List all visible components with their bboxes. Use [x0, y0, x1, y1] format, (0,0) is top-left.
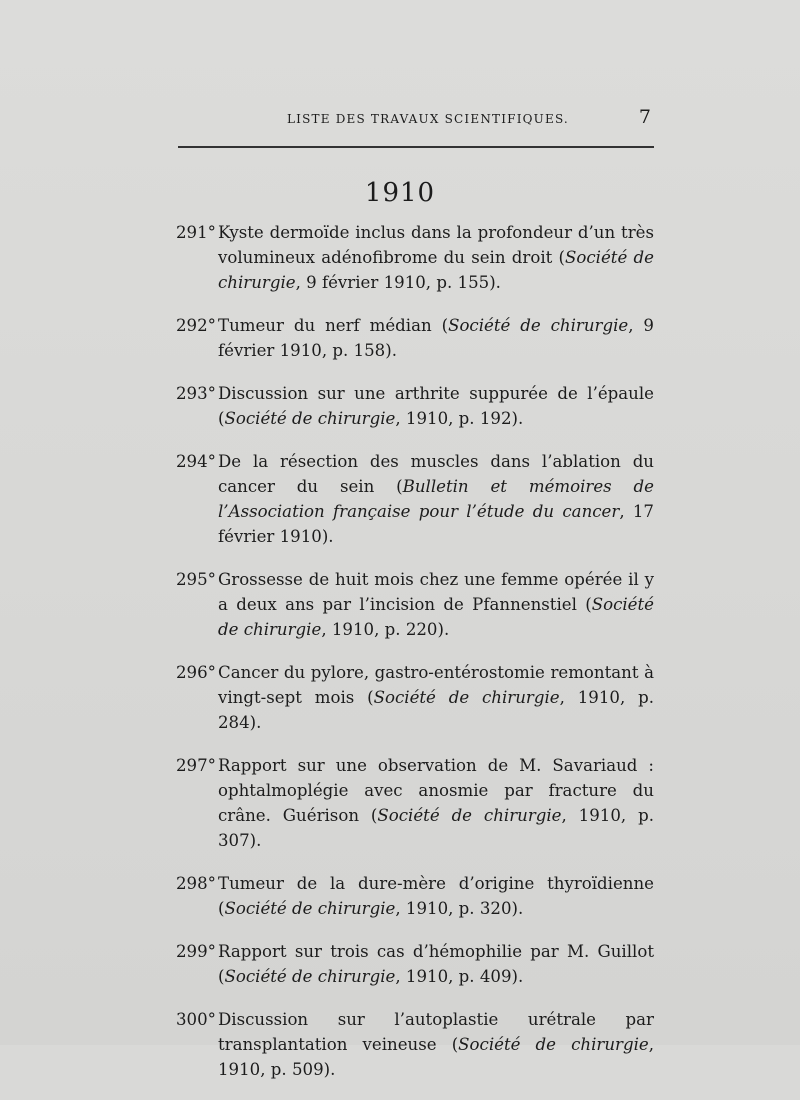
entry-text — [218, 384, 654, 428]
bibliography-entry — [176, 753, 654, 853]
entry-text-segment: Tumeur du nerf médian ( — [218, 316, 449, 335]
entry-text-segment: , 9 février 1910, p. 158). — [218, 316, 654, 360]
bibliography-entry — [176, 660, 654, 735]
entry-text — [218, 570, 654, 639]
entry-text-segment: , 1910, p. 284). — [218, 688, 654, 732]
bibliography-entry — [176, 313, 654, 363]
entry-number: 294° — [176, 452, 216, 471]
journal-title: Société de chirurgie — [224, 899, 396, 918]
bibliography-entry — [176, 381, 654, 431]
entry-text-segment: Discussion sur l’autoplastie urétrale par transplantation veineuse ( — [218, 1010, 654, 1054]
entry-text-segment: , 1910, p. 192). — [395, 409, 524, 428]
bibliography-entry — [176, 449, 654, 549]
journal-title: Société de chirurgie — [448, 316, 629, 335]
entry-number: 299° — [176, 942, 216, 961]
journal-title: Bulletin et mémoires de l’Association française pour l’étude du cancer — [218, 477, 655, 521]
entry-number: 300° — [176, 1010, 216, 1029]
running-title: LISTE DES TRAVAUX SCIENTIFIQUES. — [287, 112, 569, 126]
entry-text — [218, 663, 654, 732]
entry-text-segment: , 1910, p. 307). — [218, 806, 654, 850]
entry-text-segment: Kyste dermoïde inclus dans la profondeur d’un très volumineux adénofibrome du sein droit ( — [218, 223, 654, 267]
journal-title: Société de chirurgie — [218, 248, 654, 292]
journal-title: Société de chirurgie — [373, 688, 560, 707]
entry-text-segment: , 1910, p. 509). — [218, 1035, 654, 1079]
journal-title: Société de chirurgie — [218, 595, 654, 639]
entry-text-segment: , 1910, p. 220). — [321, 620, 450, 639]
entry-text-segment: Cancer du pylore, gastro-entérostomie remontant à vingt-sept mois ( — [218, 663, 654, 707]
entry-number: 295° — [176, 570, 216, 589]
section-year-heading: 1910 — [364, 178, 436, 208]
entry-text-segment: , 1910, p. 409). — [395, 967, 524, 986]
entry-text-segment: De la résection des muscles dans l’ablation du cancer du sein ( — [218, 452, 654, 496]
entry-number: 297° — [176, 756, 216, 775]
bibliography-entry — [176, 567, 654, 642]
entry-text — [218, 756, 654, 850]
header-rule — [178, 146, 654, 148]
entry-text — [218, 452, 654, 546]
entry-text-segment: , 17 février 1910). — [218, 502, 654, 546]
entry-text-segment: Grossesse de huit mois chez une femme opérée il y a deux ans par l’incision de Pfannenstiel ( — [218, 570, 654, 614]
entry-text-segment: Rapport sur une observation de M. Savariaud : ophtalmoplégie avec anosmie par fracture du crâne. Guérison ( — [218, 756, 654, 825]
journal-title: Société de chirurgie — [224, 409, 396, 428]
bibliography-list — [176, 220, 654, 1100]
entry-text-segment: Rapport sur trois cas d’hémophilie par M. Guillot ( — [218, 942, 654, 986]
page-header — [175, 106, 655, 136]
entry-number: 292° — [176, 316, 216, 335]
entry-number: 293° — [176, 384, 216, 403]
entry-text — [218, 942, 654, 986]
bibliography-entry — [176, 939, 654, 989]
page-number: 7 — [638, 106, 651, 128]
entry-text — [218, 316, 654, 360]
journal-title: Société de chirurgie — [224, 967, 396, 986]
entry-number: 291° — [176, 223, 216, 242]
bibliography-entry — [176, 220, 654, 295]
entry-number: 296° — [176, 663, 216, 682]
entry-text — [218, 223, 654, 292]
entry-text-segment: , 9 février 1910, p. 155). — [295, 273, 501, 292]
entry-text-segment: Tumeur de la dure-mère d’origine thyroïdienne ( — [218, 874, 654, 918]
entry-text — [218, 874, 654, 918]
entry-number: 298° — [176, 874, 216, 893]
entry-text-segment: , 1910, p. 320). — [395, 899, 524, 918]
entry-text-segment: Discussion sur une arthrite suppurée de l’épaule ( — [218, 384, 654, 428]
bibliography-entry — [176, 871, 654, 921]
journal-title: Société de chirurgie — [377, 806, 562, 825]
journal-title: Société de chirurgie — [458, 1035, 649, 1054]
